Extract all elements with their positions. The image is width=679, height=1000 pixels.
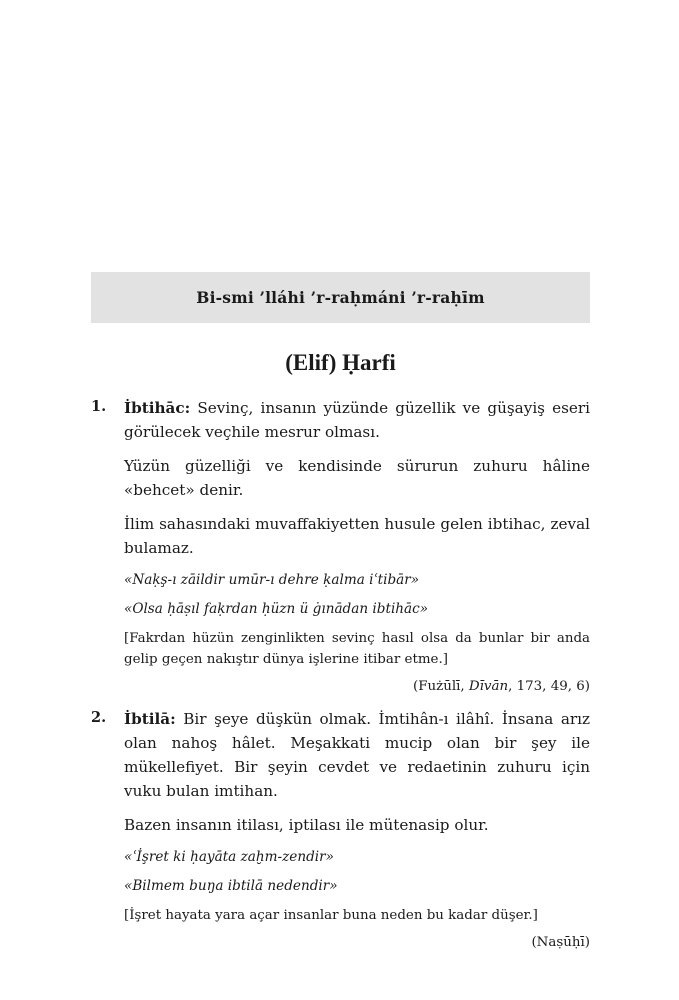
verse-line: «Bilmem buŋa ibtilā nedendir» xyxy=(124,878,338,894)
entry-definition xyxy=(124,707,590,803)
entry-body xyxy=(124,707,590,953)
dictionary-entry xyxy=(91,396,590,697)
entry-number: 2. xyxy=(91,709,107,726)
entry-headword: İbtihāc: xyxy=(124,399,191,417)
definition-text: Bir şeye düşkün olmak. İmtihân-ı ilâhî. İnsana arız olan nahoş hâlet. Meşakkati mucip olan bir şey ile mükellefiyet. Bir şeyin cevdet ve redaetinin zuhuru için vuku bulan imtihan. xyxy=(124,710,590,800)
source-citation xyxy=(124,676,590,697)
source-citation: (Naṣūḥī) xyxy=(531,935,590,950)
basmala-text: Bi-smi ’lláhi ’r-raḥmáni ’r-raḥīm xyxy=(196,288,485,307)
verse-translation: [Fakrdan hüzün zenginlikten sevinç hasıl olsa da bunlar bir anda gelip geçen nakıştır dünya işlerine itibar etme.] xyxy=(124,631,590,667)
basmala-banner xyxy=(91,272,590,323)
verse-translation: [İşret hayata yara açar insanlar buna neden bu kadar düşer.] xyxy=(124,908,538,923)
verse-line: «Olsa ḥāṣıl faḳrdan ḥüzn ü ġınādan ibtihāc» xyxy=(124,601,429,617)
entry-paragraph: Yüzün güzelliği ve kendisinde sürurun zuhuru hâline «behcet» denir. xyxy=(124,457,590,499)
entry-definition xyxy=(124,396,590,444)
entry-number: 1. xyxy=(91,398,107,415)
source-work: Dīvān xyxy=(468,679,509,694)
definition-text: Sevinç, insanın yüzünde güzellik ve güşayiş eseri görülecek veçhile mesrur olması. xyxy=(124,399,590,441)
entry-paragraph: Bazen insanın itilası, iptilası ile mütenasip olur. xyxy=(124,816,489,834)
verse-line: «ʿİşret ki ḥayāta zaḫm-zendir» xyxy=(124,849,334,865)
dictionary-entry xyxy=(91,707,590,953)
entry-headword: İbtilā: xyxy=(124,710,176,728)
entry-body xyxy=(124,396,590,697)
source-suffix: , 173, 49, 6) xyxy=(508,679,590,694)
verse-line: «Naḳş-ı zāildir umūr-ı dehre ḳalma iʿtibār» xyxy=(124,572,420,588)
entry-paragraph: İlim sahasındaki muvaffakiyetten husule gelen ibtihac, zeval bulamaz. xyxy=(124,515,590,557)
source-prefix: (Fużūlī, xyxy=(413,679,469,694)
section-title: (Elif) Ḥarfi xyxy=(285,350,396,375)
